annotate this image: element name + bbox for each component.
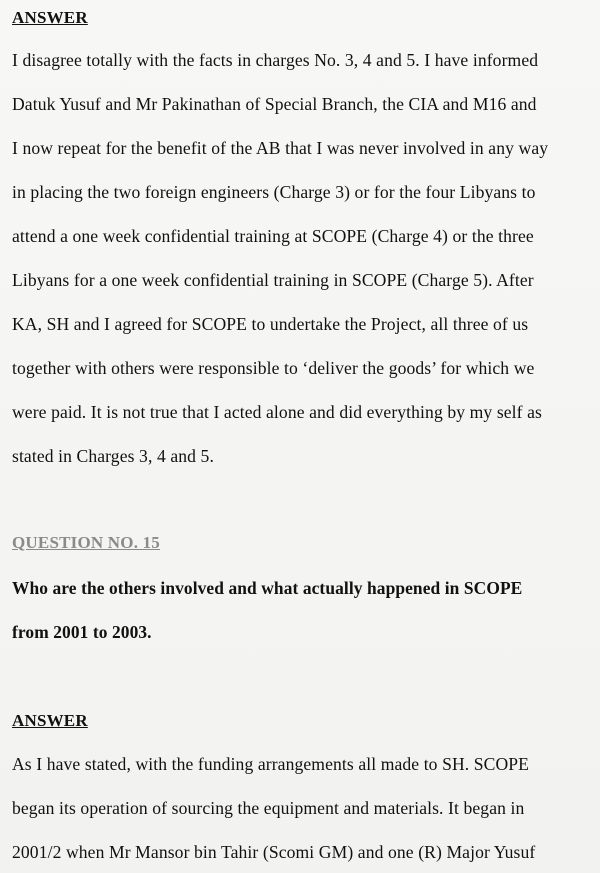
answer-heading: ANSWER: [12, 8, 88, 27]
answer-line: 2001/2 when Mr Mansor bin Tahir (Scomi GM) and one (R) Major Yusuf: [12, 842, 536, 862]
answer-line: KA, SH and I agreed for SCOPE to undertake the Project, all three of us: [12, 314, 529, 334]
question-line: from 2001 to 2003.: [12, 622, 152, 642]
answer-line: attend a one week confidential training at SCOPE (Charge 4) or the three: [12, 226, 534, 246]
answer-line: I now repeat for the benefit of the AB that I was never involved in any way: [12, 138, 549, 158]
answer-heading: ANSWER: [12, 711, 88, 730]
answer-line: together with others were responsible to ‘deliver the goods’ for which we: [12, 358, 535, 378]
answer-line: Libyans for a one week confidential training in SCOPE (Charge 5). After: [12, 270, 534, 290]
answer-line: were paid. It is not true that I acted alone and did everything by my self as: [12, 402, 542, 422]
question-line: Who are the others involved and what actually happened in SCOPE: [12, 578, 523, 598]
answer-line: As I have stated, with the funding arrangements all made to SH. SCOPE: [12, 754, 530, 774]
answer-line: began its operation of sourcing the equipment and materials. It began in: [12, 798, 525, 818]
answer-line: in placing the two foreign engineers (Charge 3) or for the four Libyans to: [12, 182, 536, 202]
answer-line: I disagree totally with the facts in charges No. 3, 4 and 5. I have informed: [12, 50, 539, 70]
question-heading: QUESTION NO. 15: [12, 533, 160, 552]
answer-line: stated in Charges 3, 4 and 5.: [12, 446, 214, 466]
answer-line: Datuk Yusuf and Mr Pakinathan of Special Branch, the CIA and M16 and: [12, 94, 537, 114]
